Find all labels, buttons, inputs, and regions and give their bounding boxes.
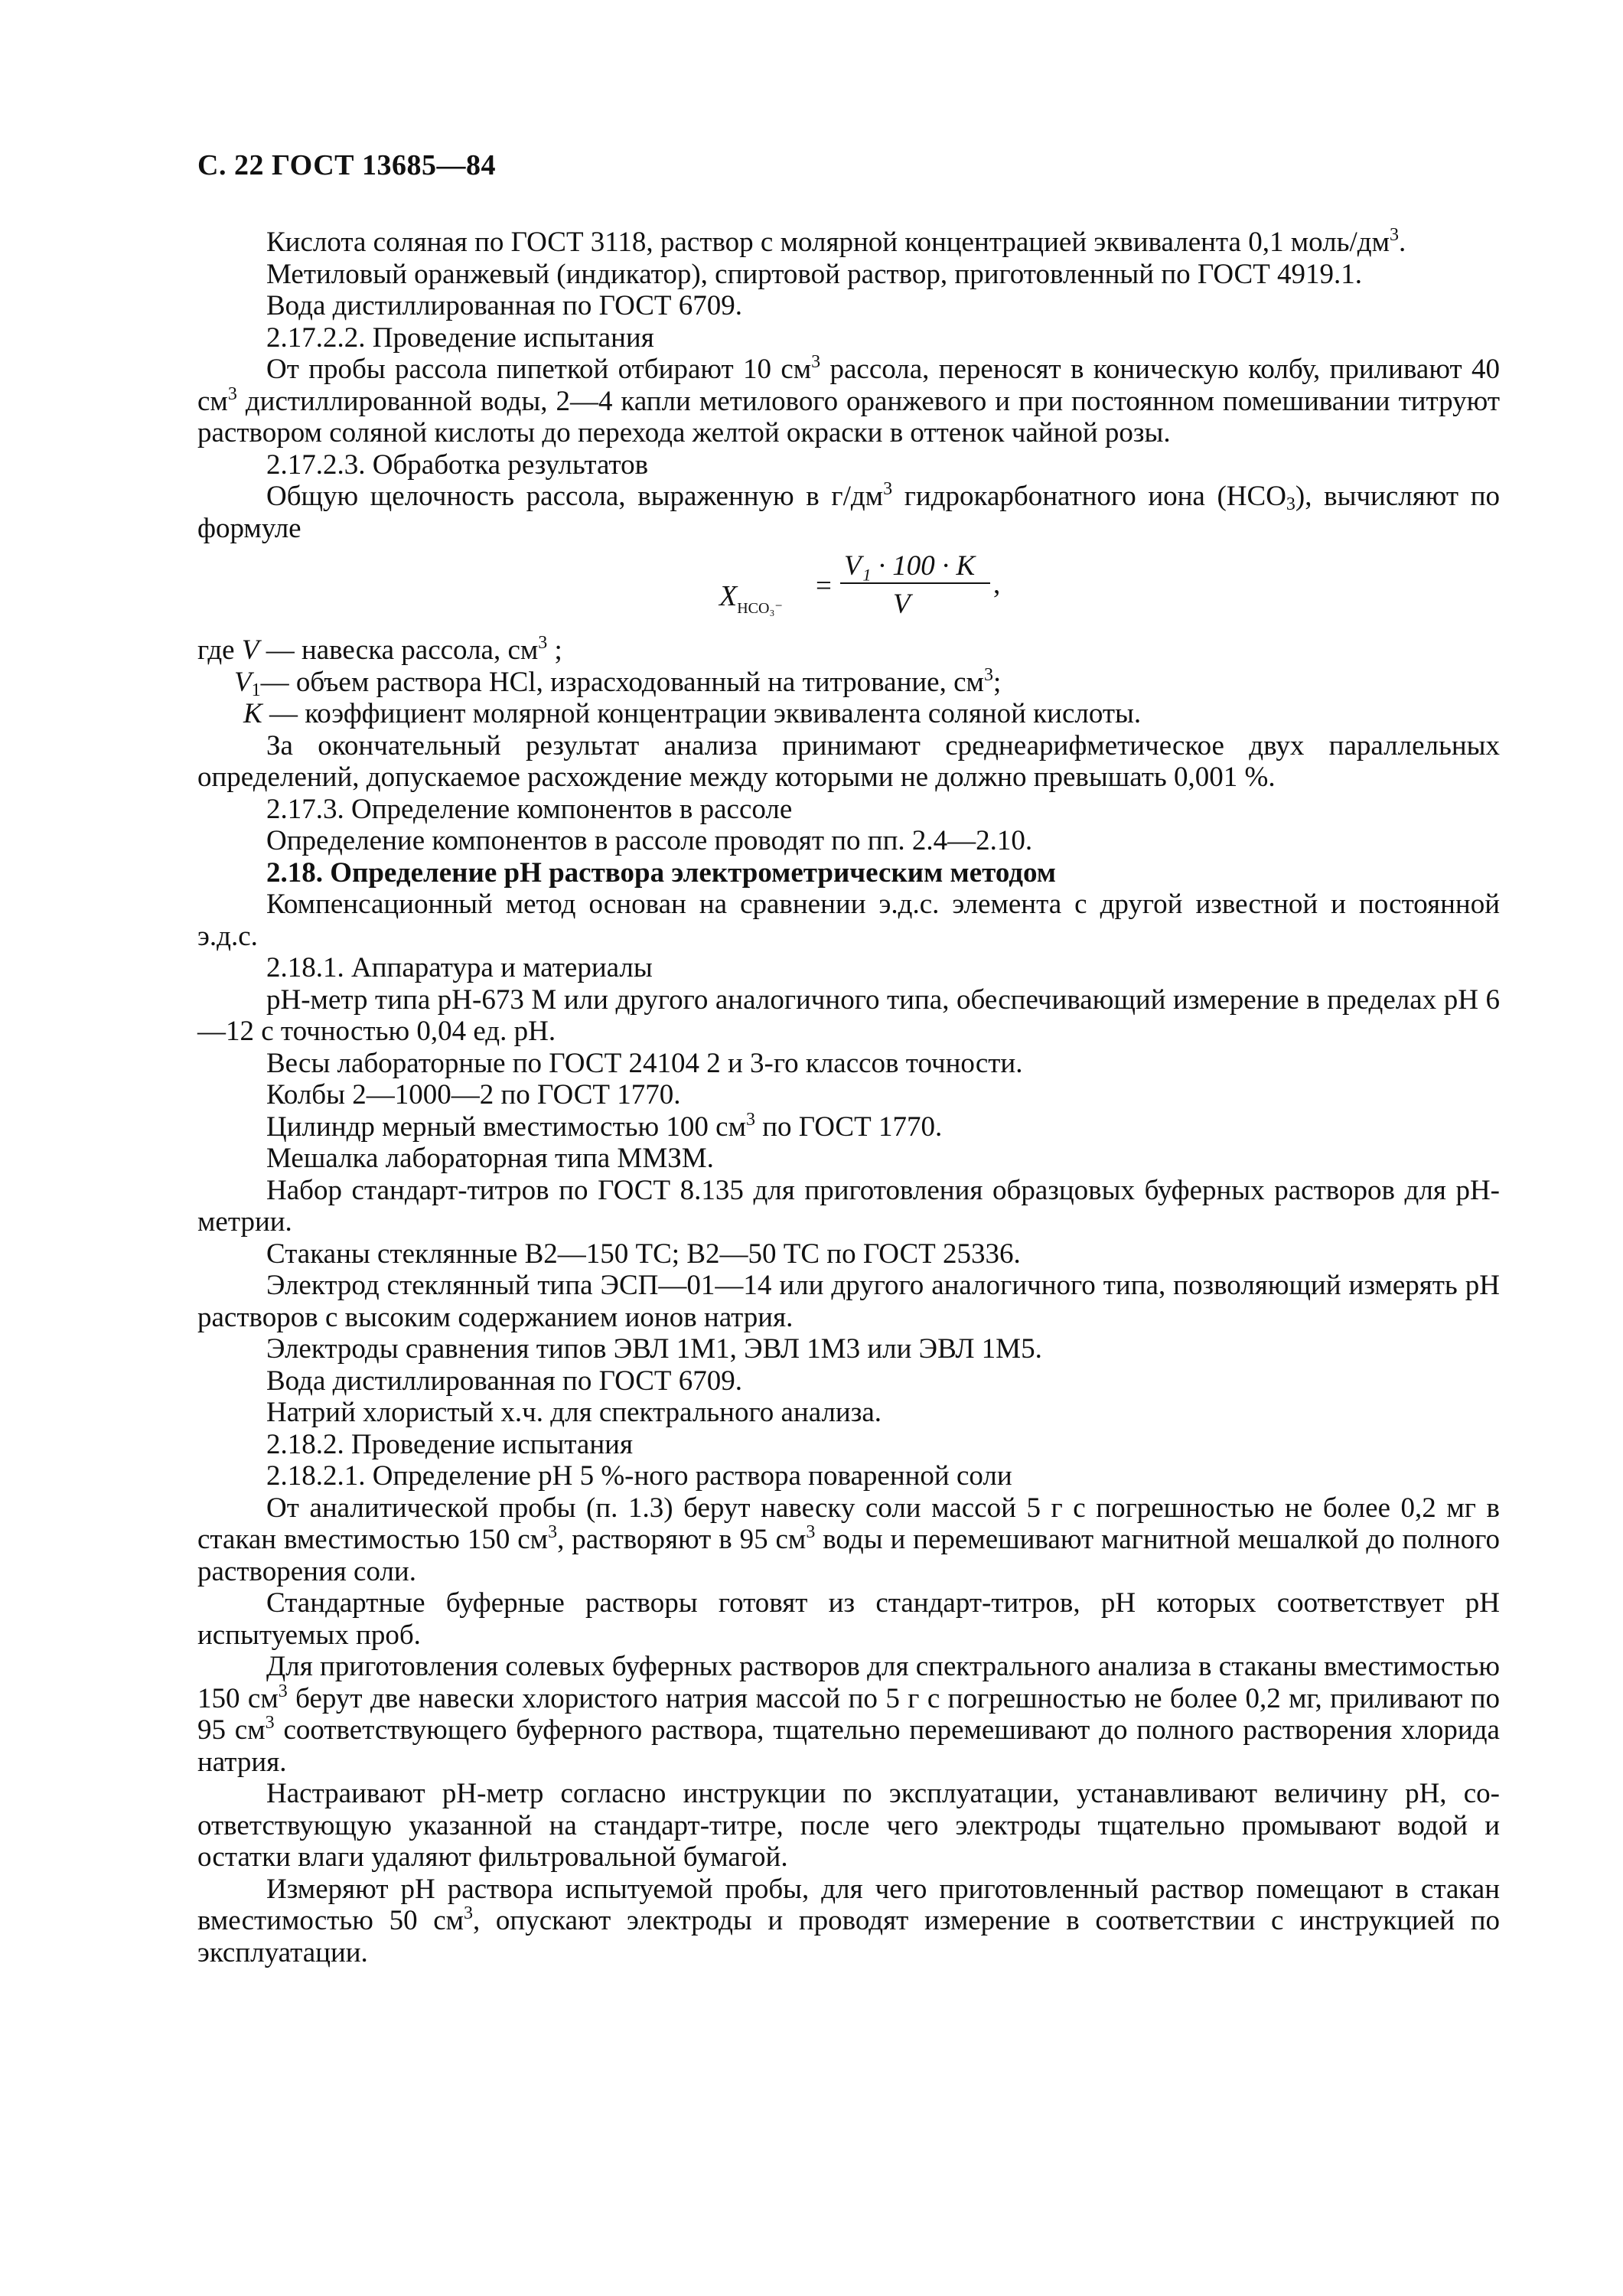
paragraph: От аналитической пробы (п. 1.3) берут навеску соли массой 5 г с погрешностью не более 0,2 мг в стакан вместимостью 150 $см^3$, растворяют в 95 $см^3$ воды и перемешивают магнитной мешалкой до полного растворения соли. [197, 1492, 1500, 1587]
fraction-bar [840, 582, 990, 584]
legend-line: где V — навеска рассола, $см^3$ ; [197, 633, 562, 666]
section-heading: 2.17.3. Определение компонентов в рассоле [266, 793, 793, 825]
section-heading: 2.18.2.1. Определение рН 5 %-ного раствора поваренной соли [266, 1460, 1012, 1492]
paragraph: Колбы 2—1000—2 по ГОСТ 1770. [266, 1079, 681, 1110]
formula-numerator: V₁ · 100 · K [844, 550, 976, 582]
paragraph: Метиловый оранжевый (индикатор), спиртовой раствор, приготовленный по ГОСТ 4919.1. [266, 258, 1363, 290]
formula-equals: = [816, 570, 832, 602]
paragraph: Определение компонентов в рассоле проводят по пп. 2.4—2.10. [266, 825, 1033, 856]
paragraph: рН-метр типа рН-673 М или другого аналогичного типа, обеспечивающий измерение в пределах рН 6—12 с точностью 0,04 ед. рН. [197, 983, 1500, 1047]
section-heading: 2.17.2.2. Проведение испытания [266, 321, 654, 354]
section-heading: 2.17.2.3. Обработка результатов [266, 448, 649, 481]
paragraph: Настраивают рН-метр согласно инструкции по эксплуатации, устанавливают величину рН, соответствующую указанной на стандарт-титре, после чего электроды тщательно промывают водой и остатки влаги удаляют фильтровальной бумагой. [197, 1778, 1500, 1873]
legend-line: K — коэффициент молярной концентрации эквивалента соляной кислоты. [243, 698, 1142, 729]
paragraph: Для приготовления солевых буферных растворов для спектрального анализа в стаканы вместимостью 150 $см^3$ берут две навески хлористого натрия массой по 5 г с погрешностью не более 0,2 мг, приливают по 95 $см^3$ соответствующего буферного раствора, тщательно перемешивают до полного растворения хлорида натрия. [197, 1651, 1500, 1778]
paragraph: Общую щелочность рассола, выраженную в $г/дм^3$ гидрокарбонатного иона $(НСО_3)$, вычисляют по формуле [197, 479, 1501, 544]
paragraph: Измеряют рН раствора испытуемой пробы, для чего приготовленный раствор помещают в стакан вместимостью 50 $см^3$, опускают электроды и проводят измерение в соответствии с инструкцией по эксплуатации. [197, 1873, 1500, 1968]
paragraph: Стандартные буферные растворы готовят из стандарт-титров, рН которых соответствует рН испытуемых проб. [197, 1587, 1500, 1651]
formula-comma: , [993, 569, 1001, 600]
formula [197, 544, 1500, 634]
section-title: 2.18. Определение рН раствора электрометрическим методом [266, 856, 1057, 889]
paragraph: Вода дистиллированная по ГОСТ 6709. [266, 1365, 743, 1397]
section-heading: 2.18.1. Аппаратура и материалы [266, 952, 653, 983]
paragraph: За окончательный результат анализа принимают среднеарифметическое двух параллельных определений, допускаемое расхождение между которыми не должно превышать 0,001 %. [197, 729, 1500, 793]
document-body [197, 227, 1500, 1968]
legend-line: $V_1—$ объем раствора HCl, израсходованный на титрование, $см^3$; [234, 664, 1002, 700]
paragraph: Цилиндр мерный вместимостью 100 $см^3$ по ГОСТ 1770. [266, 1109, 943, 1143]
page-header: С. 22 ГОСТ 13685—84 [197, 149, 496, 181]
paragraph: Натрий хлористый х.ч. для спектрального анализа. [266, 1397, 882, 1428]
formula-denominator: V [893, 589, 911, 620]
paragraph: Мешалка лабораторная типа ММЗМ. [266, 1143, 714, 1174]
paragraph: Набор стандарт-титров по ГОСТ 8.135 для приготовления образцовых буферных растворов для рН-метрии. [197, 1174, 1500, 1238]
formula-lhs: $X_{HCO_3^-}$ [719, 580, 783, 617]
paragraph: Весы лабораторные по ГОСТ 24104 2 и 3-го классов точности. [266, 1047, 1023, 1079]
paragraph: Электрод стеклянный типа ЭСП—01—14 или другого аналогичного типа, позволяющий измерять рН растворов с высоким содержанием ионов натрия. [197, 1270, 1500, 1333]
paragraph: От пробы рассола пипеткой отбирают 10 $см^3$ рассола, переносят в коническую колбу, приливают 40 $см^3$ дистиллированной воды, 2—4 капли метилового оранжевого и при постоянном помешивании титруют раствором соляной кислоты до перехода желтой окраски в оттенок чайной розы. [197, 352, 1500, 448]
paragraph: Электроды сравнения типов ЭВЛ 1М1, ЭВЛ 1М3 или ЭВЛ 1М5. [266, 1333, 1042, 1365]
section-heading: 2.18.2. Проведение испытания [266, 1428, 633, 1460]
paragraph: Компенсационный метод основан на сравнении э.д.с. элемента с другой известной и постоянной э.д.с. [197, 889, 1500, 952]
paragraph: Стаканы стеклянные В2—150 ТС; В2—50 ТС по ГОСТ 25336. [266, 1238, 1021, 1270]
paragraph: Кислота соляная по ГОСТ 3118, раствор с молярной концентрацией эквивалента 0,1 моль/$дм^3$. [266, 225, 1406, 258]
paragraph: Вода дистиллированная по ГОСТ 6709. [266, 290, 743, 321]
